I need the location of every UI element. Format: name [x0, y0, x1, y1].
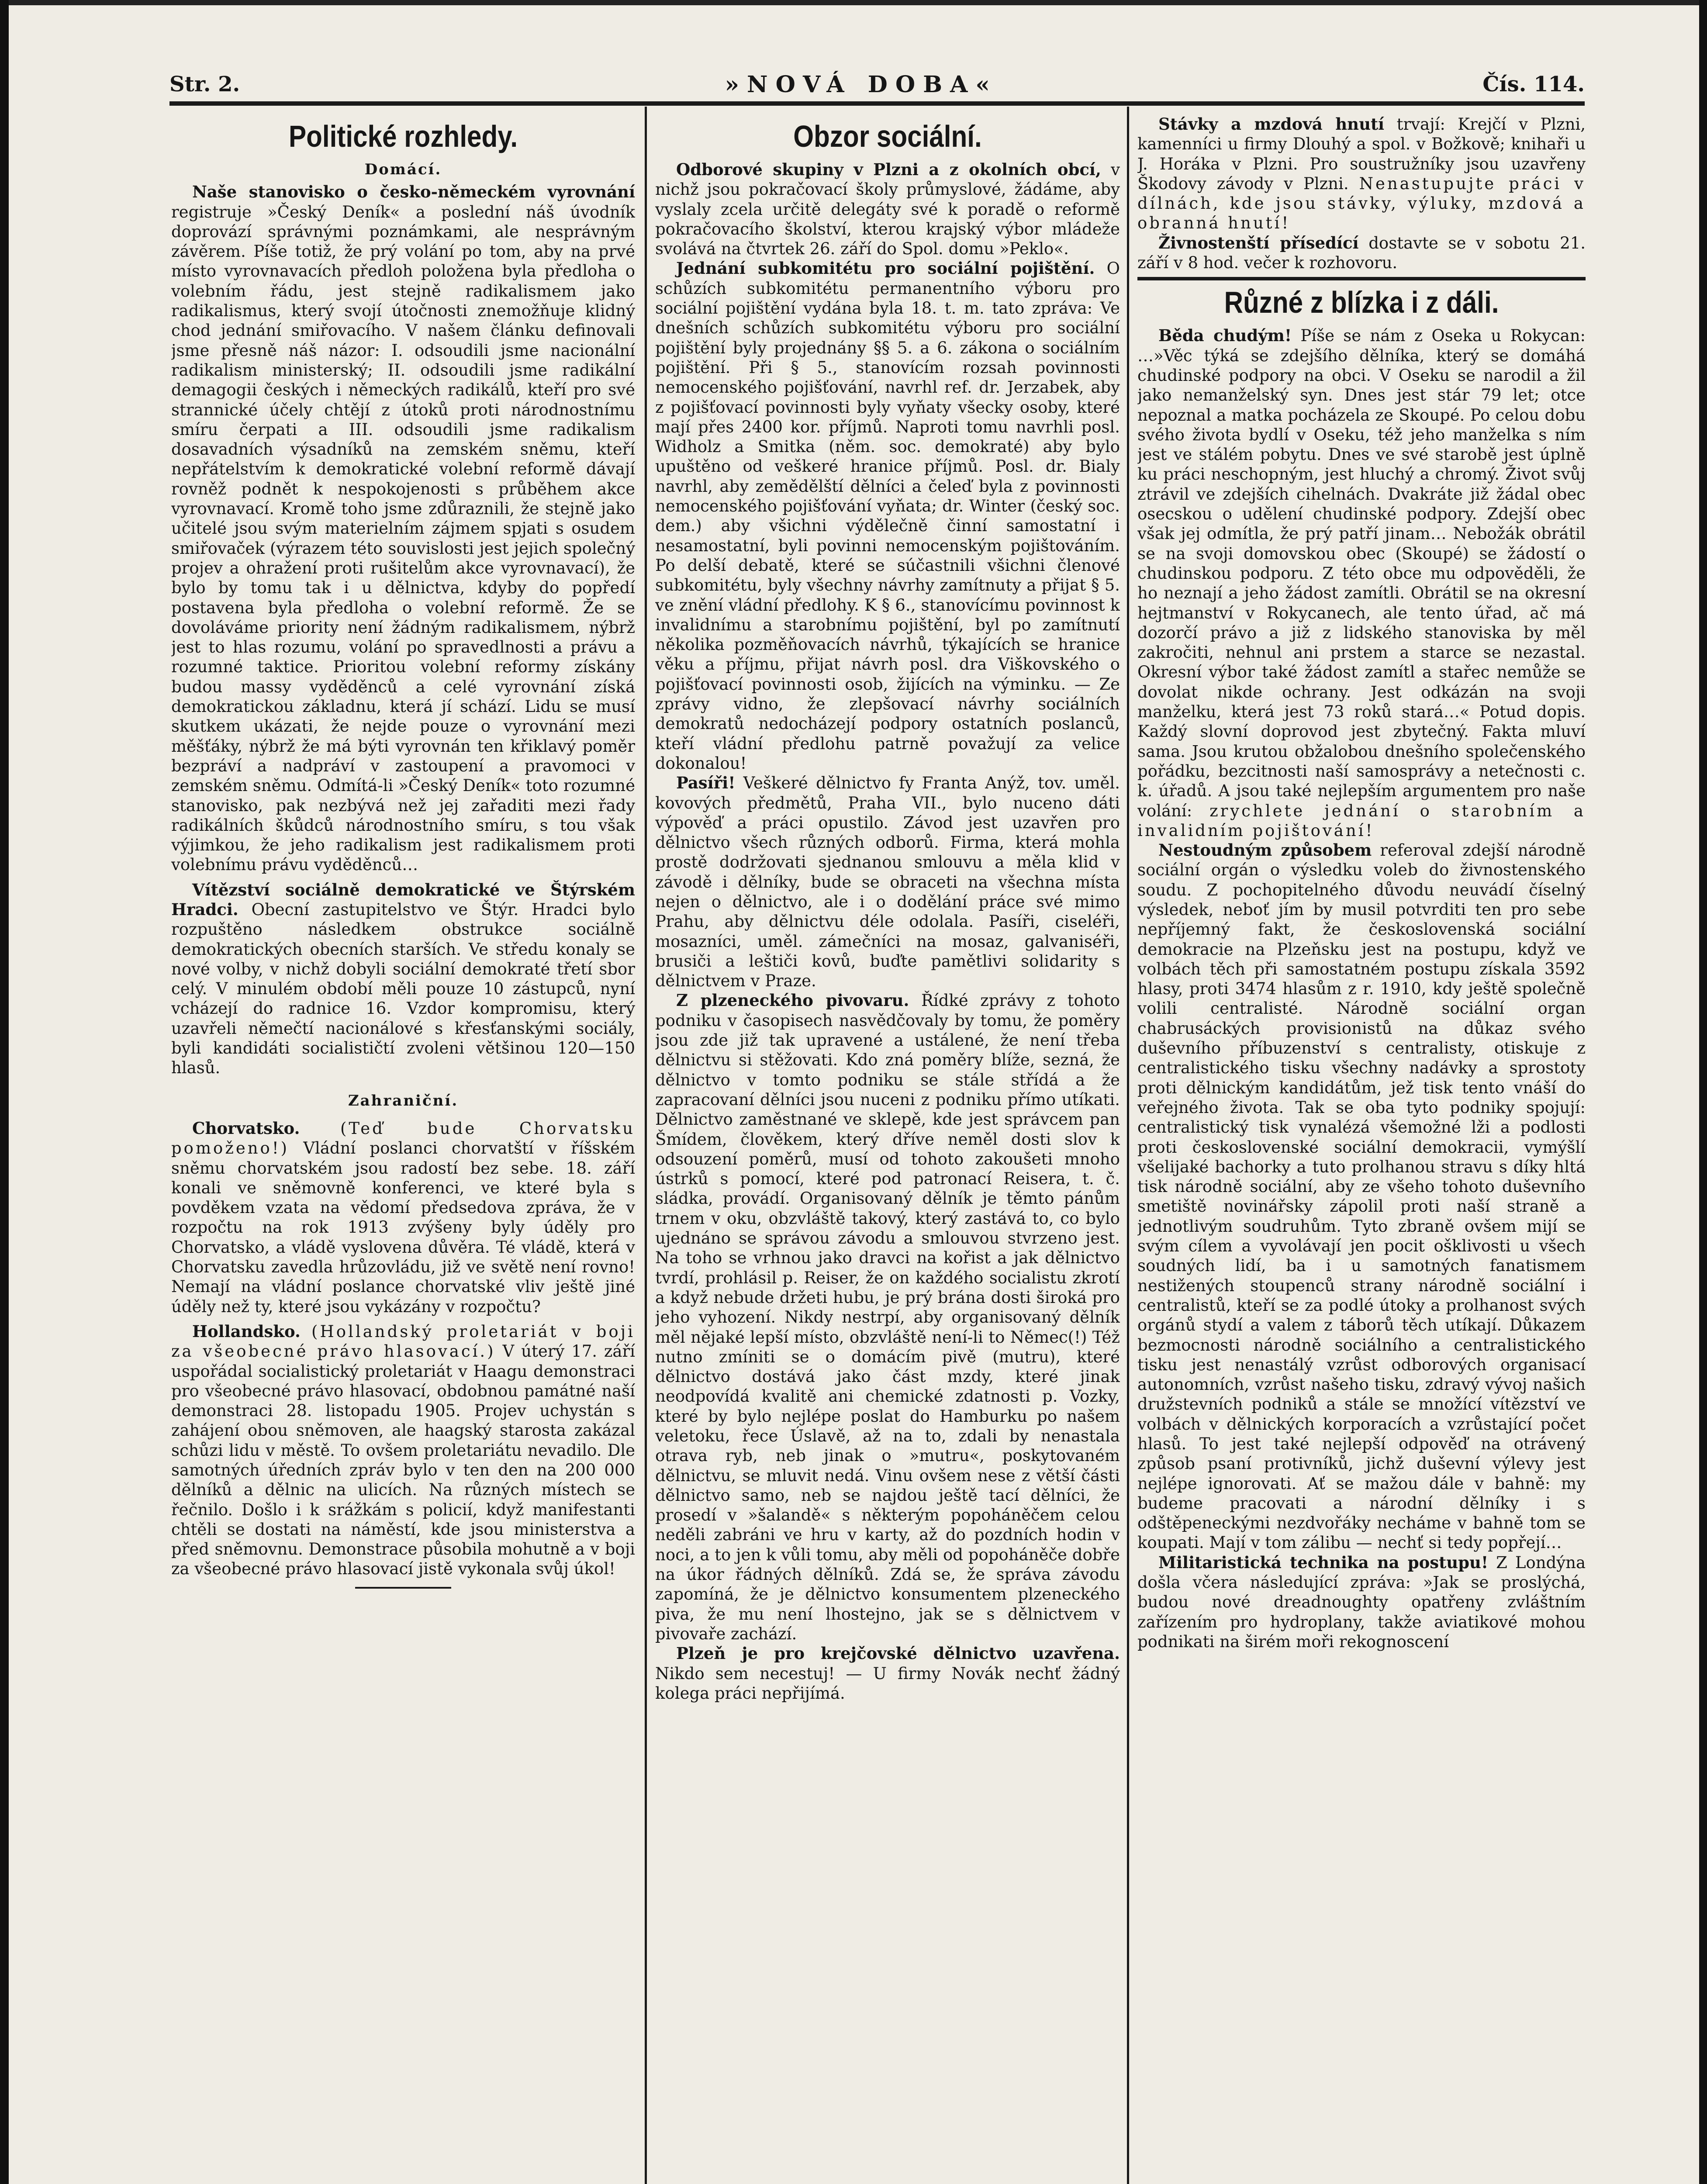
article-trade-groups [655, 160, 1120, 259]
section-title-misc: Různé z blízka i z dáli. [1224, 285, 1499, 320]
article-holland [171, 1322, 635, 1579]
article-body: v nichž jsou pokračovací školy průmyslové, žádáme, aby vyslaly zcela určitě delegáty své k poradě o reformě pokračovacího školství, kterou krajský výbor mládeže svolává na čtvrtek 26. září do Spol. domu »Peklo«. [655, 160, 1120, 259]
article-spaced: (Hollandský proletariát v boji za všeobecné právo hlasovací.) [171, 1322, 635, 1361]
article-subcommittee [655, 259, 1120, 773]
column-political [171, 114, 635, 2184]
article-lead: Militaristická technika na postupu! [1158, 1552, 1489, 1572]
section-title-social: Obzor sociální. [793, 119, 982, 153]
article-body: Vládní poslanci chorvatští v říšském sněmu chorvatském jsou radostí bez sebe. 18. září konali ve sněmovně konferenci, ve které byla s povděkem vzata na vědomí předsedova zpráva, že v rozpočtu na rok 1913 zvýšeny byly úděly pro Chorvatsko, a vládě vyslovena důvěra. Té vládě, která v Chorvatsku zavedla hrůzovládu, již ve světě není rovno! Nemají na vládní poslance chorvatské vliv ještě jiné úděly než ty, které jsou vykázány v rozpočtu? [171, 1139, 635, 1316]
column-divider-1 [645, 107, 647, 2184]
article-lead: Naše stanovisko o česko-německém vyrovnání [192, 182, 635, 202]
article-czech-german [171, 182, 635, 874]
article-lead: Běda chudým! [1158, 326, 1292, 346]
article-spaced: Nenastupujte práci v dílnách, kde jsou stávky, výluky, mzdová a obranná hnutí! [1137, 174, 1586, 233]
article-lead: Odborové skupiny v Plzni a z okolních obcí, [676, 160, 1101, 179]
scan-border-top [0, 0, 1707, 5]
article-body: Veškeré dělnictvo fy Franta Anýž, tov. uměl. kovových předmětů, Praha VII., bylo nuceno dáti výpověď a práci opustilo. Závod jest uzavřen pro dělnictvo všech různých odborů. Firma, která mohla prostě dodržovati sjednanou smlouvu a měla klid v závodě i dělníky, bude se obraceti na všechna místa nejen o dělnictvo, ale i o dodělání práce své mimo Prahu, aby dělnictvu déle odolala. Pasíři, ciseléři, mosazníci, uměl. zámečníci na mosaz, galvaniséři, brusiči a leštiči kovů, buďte pamětlivi solidarity s dělnictvem v Praze. [655, 774, 1120, 991]
article-body: Nikdo sem necestuj! — U firmy Novák nechť žádný kolega práci nepřijímá. [655, 1664, 1120, 1703]
scan-border-right [1699, 0, 1707, 2184]
article-body: trvají: Krejčí v Plzni, kamenníci u firmy Dlouhý a spol. v Božkově; knihaři u J. Horáka v Plzni. Pro soustružníky jsou uzavřeny Škodovy závody v Plzni. [1137, 115, 1586, 193]
article-lead: Chorvatsko. [192, 1118, 300, 1138]
article-body: dostavte se v sobotu 21. září v 8 hod. večer k rozhovoru. [1137, 233, 1586, 273]
article-shameless [1137, 840, 1586, 1553]
article-body: Řídké zprávy z tohoto podniku v časopisech nasvědčovaly by tomu, že poměry jsou zde již tak upravené a ustálené, že není třeba dělnictvu si stěžovati. Kdo zná poměry blíže, sezná, že dělnictvo v tomto podniku se stále střídá a že zapracovaní dělníci jsou nuceni z podniku přímo utíkati. Dělnictvo zaměstnané ve sklepě, kde jest správcem pan Šmídem, člověkem, který dříve neměl dosti slov k odsouzení poměrů, musí od tohoto zakoušeti mnoho ústrků s pomocí, které pod patronací Reisera, t. č. sládka, provádí. Organisovaný dělník je těmto pánům trnem v oku, obzvláště takový, který zastává to, co bylo ujednáno se správou závodu a smlouvou stvrzeno jest. Na toho se vrhnou jako dravci na kořist a jak dělnictvo tvrdí, prohlásil p. Reiser, že on každého socialistu zkrotí a když nebude držeti hubu, je prý brána dosti široká pro jeho vyhození. Nikdy nestrpí, aby organisovaný dělník měl nějaké lepší místo, obzvláště není-li to Němec(!) Též nutno zmíniti se o domácím pivě (mutru), které dělnictvo dostává jako část mzdy, které jinak neodpovídá kvalitě ani chemické zdatnosti p. Vozky, které by bylo nejlépe poslat do Hamburku po našem veletoku, řece Úslavě, až na to, zdali by nenastala otrava ryb, neb jinak o »mutru«, poskytovaném dělnictvu, se mluvit nedá. Vinu ovšem nese z větší části dělnictvo samo, neb se najdou ještě tací dělníci, že prosedí v »šalandě« s některým popoháněčem celou neděli zabráni ve hru v karty, až do pozdních hodin v noci, a to jen k vůli tomu, aby měli od popoháněče dobře na úkor řádných dělníků. Zdá se, že správa závodu zapomíná, že je dělnictvo konsumentem plzeneckého piva, že mu není lhostejno, jak se s dělnictvem v pivovaře zachází. [655, 991, 1120, 1643]
article-lead: Jednání subkomitétu pro sociální pojištění. [676, 259, 1095, 278]
article-lead: Hollandsko. [192, 1321, 301, 1341]
article-body: Píše se nám z Oseka u Rokycan: …»Věc týká se zdejšího dělníka, který se domáhá chudinské podpory na obci. V Oseku se narodil a žil jako nemanželský syn. Dnes jest stár 79 let; otce nepoznal a matka pocházela ze Skoupé. Po celou dobu svého života bydlí v Oseku, též jeho manželka s ním jest ve stálém pobytu. Dnes ve své starobě jest úplně ku práci neschopným, jest hluchý a chromý. Život svůj ztrávil ve zdejších cihelnách. Dvakráte již žádal obec osecskou o udělení chudinské podpory. Zdejší obec však jej odmítla, že prý patří jinam… Nebožák obrátil se na svoji domovskou obec (Skoupé) se žádostí o chudinskou podporu. Z této obce mu odpověděli, že ho neznají a jeho žádost zamítli. Obrátil se na okresní hejtmanství v Rokycanech, ale tento úřad, ač má dozorčí právo a již z lidského stanoviska by měl zakročiti, nehnul ani prstem a starce se nezastal. Okresní výbor také žádost zamítl a stařec nemůže se dovolat nikde ochrany. Jest odkázán na svoji manželku, která jest 73 roků stará…« Potud dopis. Každý slovní doprovod jest zbytečný. Fakta mluví sama. Jsou krutou obžalobou dnešního společenského pořádku, bezcitnosti naší samosprávy a netečnosti c. k. úřadů. A jsou také nejlepším argumentem pro naše volání: [1137, 326, 1586, 820]
article-poor [1137, 326, 1586, 840]
column-social [655, 114, 1120, 2184]
article-body: O schůzích subkomitétu permanentního výboru pro sociální pojištění vydána byla 18. t. m. tato zpráva: Ve dnešních schůzích subkomitétu výboru pro sociální pojištění byly projednány §§ 5. a 6. zákona o sociálním pojištění. Při § 5., stanovícím rozsah povinnosti nemocenského pojišťování, navrhl ref. dr. Jerzabek, aby z pojišťovací povinnosti byly vyňaty všecky osoby, které mají přes 2400 kor. příjmů. Naproti tomu navrhli posl. Widholz a Smitka (něm. soc. demokraté) aby bylo upuštěno od veškeré hranice příjmů. Posl. dr. Bialy navrhl, aby zemědělští dělníci a čeleď byla z povinnosti nemocenského pojišťování vyňata; dr. Winter (český soc. dem.) aby všichni výdělečně činní samostatní i nesamostatní, byli povinni nemocenským pojištováním. Po delší debatě, které se súčastnili všichni členové subkomitétu, byly všechny návrhy zamítnuty a přijat § 5. ve znění vládní předlohy. K § 6., stanovícímu povinnost k invalidnímu a starobnímu pojištění, byl po zamítnutí několika pozměňovacích návrhů, týkajících se hranice věku a příjmu, přijat návrh posl. dra Viškovského o pojišťovací povinnosti osob, žijících na výminku. — Ze zprávy vidno, že zlepšovací návrhy sociálních demokratů nedocházejí podpory ostatních poslanců, kteří vládní předlohu patrně považují za velice dokonalou! [655, 259, 1120, 773]
article-spaced: (Teď bude Chorvatsku pomoženo!) [171, 1119, 635, 1158]
page-number: Str. 2. [169, 72, 240, 97]
article-lead: Vítězství sociálně demokratické ve Štýrském Hradci. [171, 880, 635, 919]
section-title-political: Politické rozhledy. [288, 119, 518, 153]
article-croatia [171, 1119, 635, 1317]
subhead-foreign: Zahraniční. [348, 1092, 459, 1109]
article-lead: Pasíři! [676, 773, 736, 793]
article-pasiri [655, 773, 1120, 991]
article-body: Z Londýna došla včera následující zpráva: »Jak se proslýchá, budou nové dreadnoughty opatřeny zvláštním zařízením pro hydroplany, takže aviatikové mohou podnikati na širém moři rekognoscení [1137, 1553, 1586, 1651]
end-rule [355, 1587, 451, 1589]
newspaper-title: »NOVÁ DOBA« [725, 71, 998, 98]
column-divider-2 [1127, 107, 1129, 2184]
article-lead: Živnostenští přísedící [1158, 233, 1359, 252]
subhead-domestic: Domácí. [364, 161, 442, 178]
article-graz [171, 880, 635, 1078]
article-lead: Z plzeneckého pivovaru. [676, 991, 909, 1010]
article-body: referoval zdejší národně sociální orgán o výsledku voleb do živnostenského soudu. Z pochopitelného důvodu neuvádí číselný výsledek, neboť jím by musil potvrditi ten pro sebe nepříjemný fakt, že československá sociální demokracie na Plzeňsku jest na postupu, když ve volbách těch při samostatném postupu získala 3592 hlasy, proti 3474 hlasům z r. 1910, kdy ještě společně volili centralisté. Národně sociální organ chabrusáckých provisionistů na důkaz svého duševního příbuzenství s centralisty, otiskuje z centralistického tisku všechny nadávky a sprostoty proti dělnickým kandidátům, jež tisk tento vnáší do veřejného života. Tak se oba tyto podniky spojují: centralistický tisk vynalézá všemožné lži a podlosti proti československé sociální demokracii, vymýšlí všelijaké bachorky a tuto prolhanou stravu s díky hltá tisk národně sociální, aby ze všeho tohoto duševního smetiště novinářsky zápolil proti naší straně a jednotlivým soudruhům. Tyto zbraně ovšem mijí se svým cílem a vyvolávají jen pocit ošklivosti u všech soudných lidí, ba i u samotných fanatismem nestižených stoupenců strany národně sociální i centralistů, kteří se za podlé útoky a prolhanost svých orgánů stydí a valem z táborů těch utíkají. Důkazem bezmocnosti národně sociálního a centralistického tisku jest nenastálý vzrůst odborových organisací autonomních, vzrůst našeho tisku, zdravý vývoj našich družstevních podniků a stále se množící vítězství ve volbách v dělnických korporacích a vzrůstající počet hlasů. To jest také nejlepší odpověď na otrávený způsob psaní protivníků, jichž duševní výlevy jest nejlépe ignorovati. Ať se mažou dále v bahně: my budeme pracovati a národní dělníky i s odštěpeneckými nezdvořáky necháme v bahně tom se koupati. Mají v tom zálibu — nechť si tedy popřejí… [1137, 841, 1586, 1552]
scan-border-left [0, 0, 9, 2184]
column-misc [1137, 114, 1586, 2184]
article-assessors [1137, 233, 1586, 273]
issue-number: Čís. 114. [1482, 72, 1585, 97]
article-body: Obecní zastupitelstvo ve Štýr. Hradci bylo rozpuštěno následkem obstrukce sociálně demokratických obecních starších. Ve středu konaly se nové volby, v nichž dobyli sociální demokraté třetí sbor celý. V minulém období měli pouze 10 zástupců, nyní vcházejí do radnice 16. Vzdor kompromisu, který uzavřeli němečtí nacionálové s křesťanskými sociály, byli kandidáti socialističtí zvoleni většinou 120—150 hlasů. [171, 900, 635, 1078]
article-spaced: zrychlete jednání o starobním a invalidním pojištování! [1137, 801, 1586, 840]
masthead-rule [169, 101, 1585, 106]
article-lead: Stávky a mzdová hnutí [1158, 114, 1385, 134]
article-tailors [655, 1644, 1120, 1703]
article-military-tech [1137, 1553, 1586, 1652]
article-body: registruje »Český Deník« a poslední náš úvodník doprovází správnými poznámkami, ale nesprávným závěrem. Píše totiž, že prý volání po tom, aby na prvé místo vyrovnavacích předloh položena byla předloha o volebním řádu, jest stejně radikalismem jako radikalismus, který svojí útočnosti znemožňuje klidný chod jednání smiřovacího. V našem článku definovali jsme přesně náš názor: I. odsoudili jsme nacionální radikalism ministerský; II. odsoudili jsme radikální demagogii českých i německých radikálů, kteří pro své strannické účely chtějí z útoků proti národnostnímu smíru čerpati a III. odsoudili jsme radikalism dosavadních výsadníků na zemském sněmu, kteří nepřátelstvím k demokratické volební reformě dávají rovněž podnět k nespokojenosti s průběhem akce vyrovnavací. Kromě toho jsme zdůraznili, že stejně jako učitelé jsou svým materielním zájmem spjati s osudem smiřovaček (výrazem této souvislosti jest jejich společný projev a ohražení proti rušitelům akce vyrovnavací), že bylo by tomu tak i u dělnictva, kdyby do popředí postavena byla předloha o volební reformě. Že se dovoláváme priority není žádným radikalismem, nýbrž jest to hlas rozumu, volání po spravedlnosti a právu a rozumné taktice. Prioritou volební reformy získány budou massy vyděděnců a celé vyrovnání získá demokratickou základnu, která jí schází. Lidu se musí skutkem ukázati, že nejde pouze o vyrovnání mezi měšťáky, nýbrž že má býti vyrovnán ten křiklavý poměr bezpráví a nadpráví v zastoupení a pravomoci v zemském sněmu. Odmítá-li »Český Deník« toto rozumné stanovisko, pak nezbývá než jej zařaditi mezi řady radikálních škůdců národnostního smíru, s tou však výjimkou, že jeho radikalism jest radikalismem proti volebnímu právu vyděděnců… [171, 202, 635, 874]
article-brewery [655, 991, 1120, 1644]
article-strikes [1137, 114, 1586, 233]
article-lead: Plzeň je pro krejčovské dělnictvo uzavřena. [676, 1644, 1120, 1663]
article-lead: Nestoudným způsobem [1158, 840, 1372, 860]
section-rule [1137, 277, 1586, 280]
masthead [169, 69, 1585, 100]
article-body: V úterý 17. září uspořádal socialistický proletariát v Haagu demonstraci pro všeobecné právo hlasovací, obdobnou památné naší demonstraci 28. listopadu 1905. Projev uchystán s zahájení obou sněmoven, ale haagský starosta zakázal schůzi lidu v městě. To ovšem proletariátu nevadilo. Dle samotných úředních zpráv bylo v ten den na 200 000 dělníků a dělnic na ulicích. Na různých místech se řečnilo. Došlo i k srážkám s policií, když manifestanti chtěli se dostati na náměstí, kde jsou ministerstva a před sněmovnu. Demonstrace působila mohutně a v boji za všeobecné právo hlasovací jistě vykonala svůj úkol! [171, 1342, 635, 1579]
